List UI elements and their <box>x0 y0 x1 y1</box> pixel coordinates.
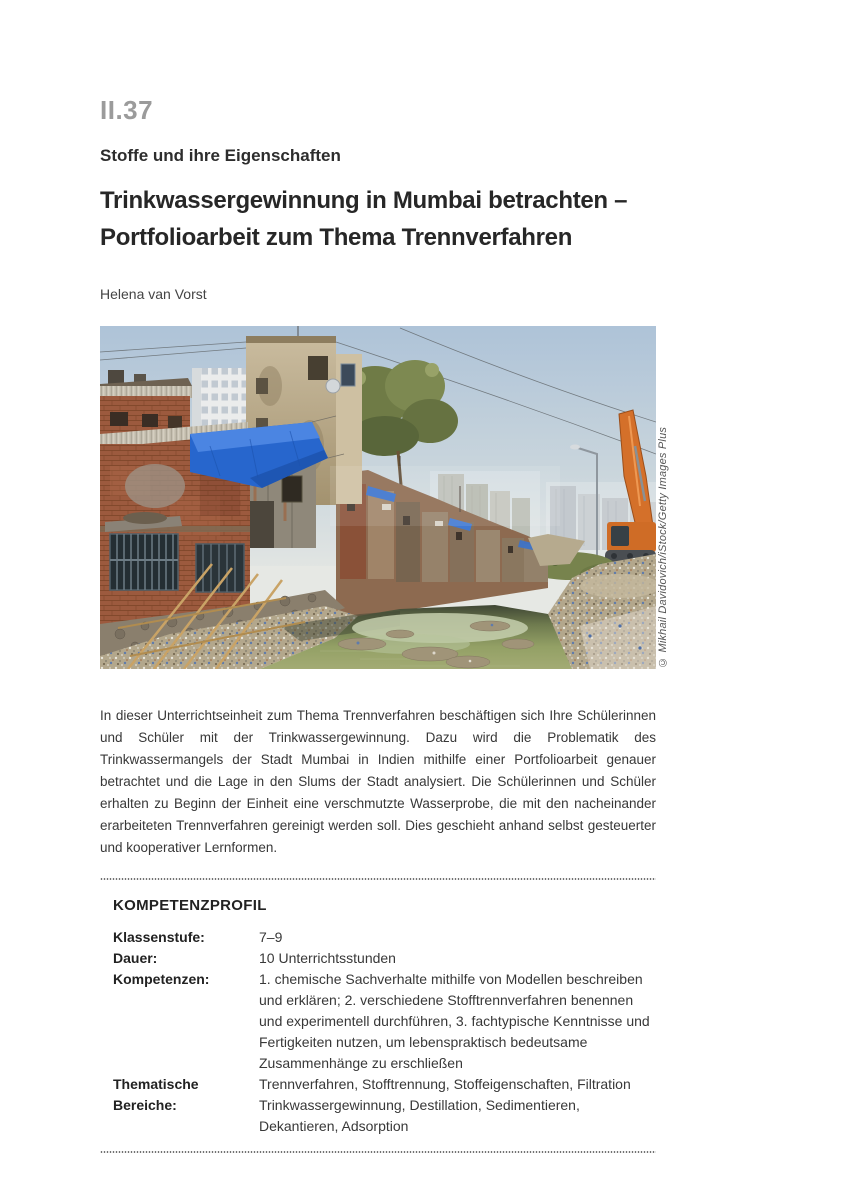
kompetenzprofil-section <box>100 897 656 1137</box>
author-name: Helena van Vorst <box>100 286 207 303</box>
profile-value-klassenstufe: 7–9 <box>259 929 283 946</box>
kompetenzprofil-table <box>113 927 656 1137</box>
title-line-1: Trinkwassergewinnung in Mumbai betrachten – <box>100 187 628 215</box>
profile-label-thematische-bereiche: Thematische Bereiche: <box>113 1076 199 1114</box>
kompetenzprofil-heading: KOMPETENZPROFIL <box>113 897 267 915</box>
slum-photo <box>100 326 656 669</box>
profile-value-dauer: 10 Unterrichtsstunden <box>259 950 396 967</box>
series-title: Stoffe und ihre Eigenschaften <box>100 146 341 165</box>
dotted-divider-bottom <box>100 1151 656 1153</box>
content-column <box>100 0 656 1153</box>
photo-credit: © Mikhail Davidovich/iStock/Getty Images Plus <box>657 426 669 668</box>
haze-overlay <box>330 466 560 526</box>
profile-value-kompetenzen: 1. chemische Sachverhalte mithilfe von Modellen beschreiben und erklären; 2. verschiedene Stofftrennverfahren benennen und experimentell durchführen, 3. fachtypische Kenntnisse und Fertigkeiten nutzen, um lebenspraktisch bedeutsame Zusammenhänge zu erschließen <box>259 971 650 1072</box>
dotted-divider-top <box>100 878 656 880</box>
title-line-2: Portfolioarbeit zum Thema Trennverfahren <box>100 224 573 252</box>
profile-label-klassenstufe: Klassenstufe: <box>113 929 205 946</box>
profile-label-dauer: Dauer: <box>113 950 158 967</box>
profile-label-kompetenzen: Kompetenzen: <box>113 971 210 988</box>
section-number: II.37 <box>100 95 154 125</box>
mumbai-slum-photo-illustration <box>100 326 656 669</box>
article-title <box>100 182 656 256</box>
profile-value-thematische-bereiche: Trennverfahren, Stofftrennung, Stoffeigenschaften, Filtration Trinkwassergewinnung, Destillation, Sedimentieren, Dekantieren, Adsorption <box>259 1076 631 1135</box>
intro-paragraph: In dieser Unterrichtseinheit zum Thema Trennverfahren beschäftigen sich Ihre Schülerinnen und Schüler mit der Trinkwassergewinnung. Dazu wird die Problematik des Trinkwassermangels der Stadt Mumbai in Indien mithilfe einer Portfolioarbeit genauer betrachtet und die Lage in den Slums der Stadt analysiert. Die Schülerinnen und Schüler erhalten zu Beginn der Einheit eine verschmutzte Wasserprobe, die mit den nacheinander erarbeiteten Trennverfahren gereinigt werden soll. Dies geschieht anhand selbst gesteuerter und kooperativer Lernformen. <box>100 708 656 856</box>
